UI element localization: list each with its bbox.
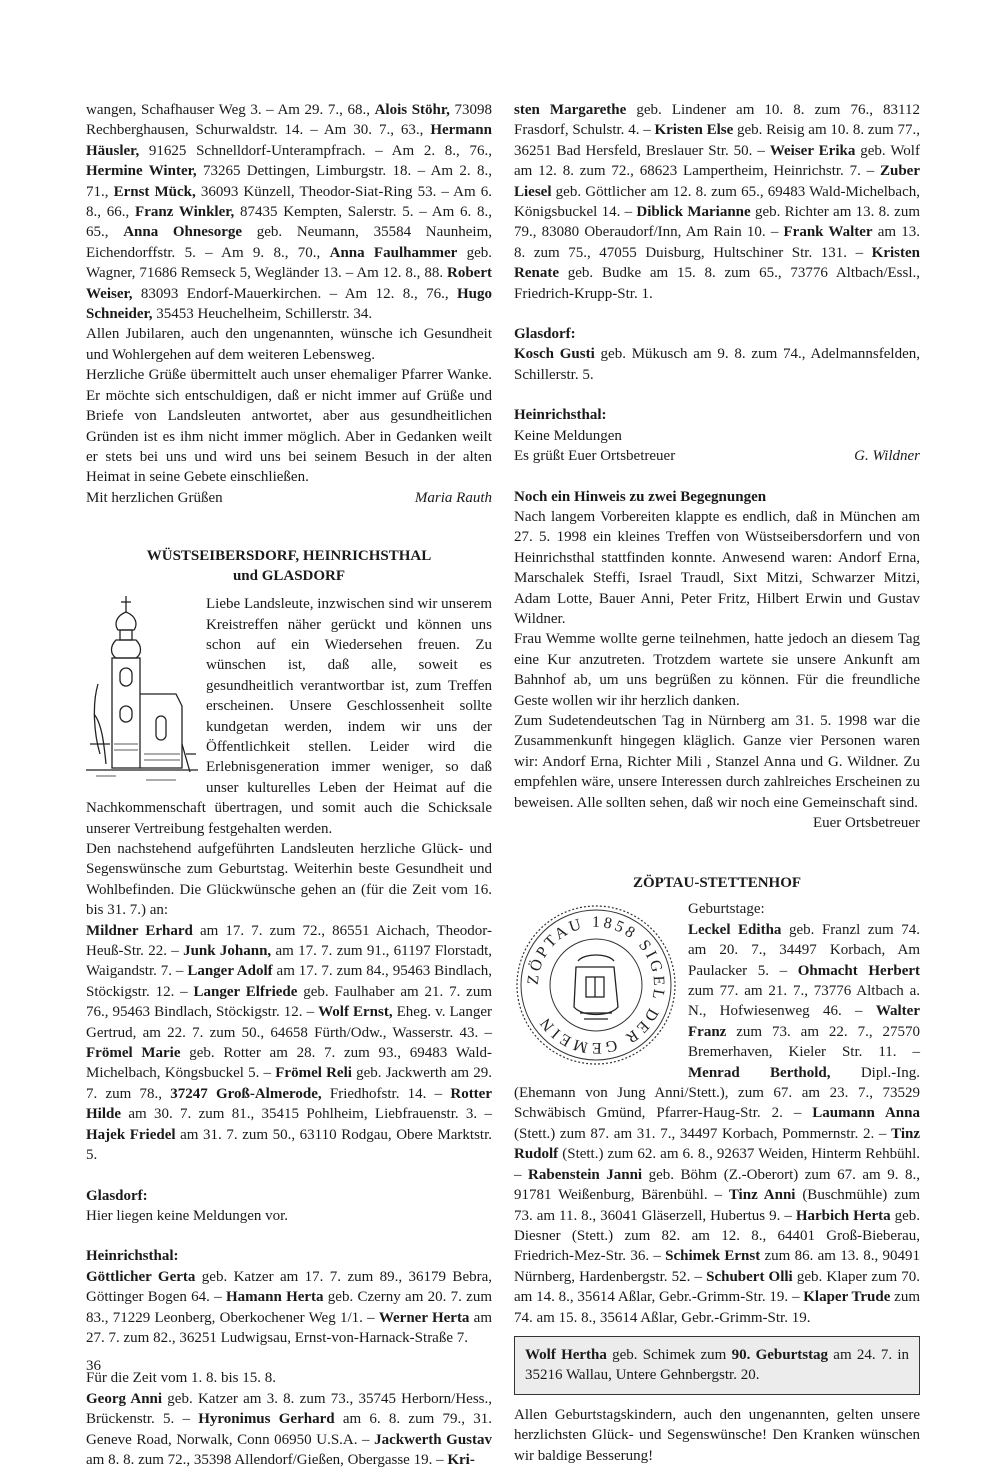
period-label: Für die Zeit vom 1. 8. bis 15. 8. — [86, 1370, 276, 1387]
seal-ring-text: ZÖPTAU 1858 SIGEL DER GEMEIN — [524, 914, 668, 1057]
hinweis-paragraph-2: Frau Wemme wollte gerne teilnehmen, hatte jedoch an diesem Tag eine Kur anzutreten. Trotzdem wartete sie unsere Ankunft am Bahnhof ab, um uns begrüßen zu können. Für die freundliche Geste wollen wir ihr herzlich danken. — [514, 631, 920, 709]
heinrichsthal-heading: Heinrichsthal: — [86, 1248, 179, 1265]
geburtstage-label: Geburtstage: — [688, 901, 765, 918]
greeting-text: Es grüßt Euer Ortsbetreuer — [514, 448, 676, 465]
heinrichsthal-list: Göttlicher Gerta geb. Katzer am 17. 7. zum 89., 36179 Bebra, Göttinger Bogen 64. – Hamann Herta geb. Czerny am 20. 7. zum 83., 71229 Leonberg, Oberkochener Weg 1/1. – Werner Herta am 27. 7. zum 82., 36251 Ludwigsau, Ernst-von-Harnack-Straße 7. — [86, 1268, 493, 1346]
svg-text:ZÖPTAU 1858 SIGEL DER GEMEIN — [525, 914, 667, 1056]
jubilare-wishes: Allen Jubilaren, auch den ungenannten, wünsche ich Gesundheit und Wohlergehen auf dem weiteren Lebensweg. — [86, 326, 492, 363]
greeting-signature — [514, 446, 920, 466]
hinweis-heading: Noch ein Hinweis zu zwei Begegnungen — [514, 488, 767, 505]
hinweis-paragraph-3: Zum Sudetendeutschen Tag in Nürnberg am 31. 5. 1998 war die Zusammenkunft hingegen kläglich. Ganze vier Personen waren wir: Andorf Erna, Richter Mili , Stanzel Anna und G. Wildner. Zu empfehlen wäre, unsere Interessen durch zahlreiches Erscheinen zu beweisen. Alle sollten sehen, daß wir noch eine Gemeinschaft sind. — [514, 712, 920, 811]
highlight-text: Wolf Hertha geb. Schimek zum 90. Geburtstag am 24. 7. in 35216 Wallau, Untere Gehnbergstr. 20. — [525, 1346, 909, 1384]
continued-birthday-list: sten Margarethe geb. Lindener am 10. 8. zum 76., 83112 Frasdorf, Schulstr. 4. – Kristen Else geb. Reisig am 10. 8. zum 77., 36251 Bad Hersfeld, Breslauer Str. 50. – Weiser Erika geb. Wolf am 12. 8. zum 72., 68623 Lampertheim, Heinrichstr. 7. – Zuber Liesel geb. Göttlicher am 12. 8. zum 65., 69483 Wald-Michelbach, Königsbuckel 14. – Diblick Marianne geb. Richter am 13. 8. zum 79., 83080 Oberaudorf/Inn, Am Rain 10. – Frank Walter am 13. 8. zum 75., 47055 Duisburg, Hultschiner Str. 131. – Kristen Renate geb. Budke am 15. 8. zum 65., 73776 Altbach/Essl., Friedrich-Krupp-Str. 1. — [514, 102, 920, 302]
glasdorf-text: Hier liegen keine Meldungen vor. — [86, 1207, 289, 1224]
intro-birthday-list: wangen, Schafhauser Weg 3. – Am 29. 7., 68., Alois Stöhr, 73098 Rechberghausen, Schurwaldstr. 14. – Am 30. 7., 63., Hermann Häusler, 91625 Schnelldorf-Unterampfrach. – Am 2. 8., 76., Hermine Winter, 73265 Dettingen, Limburgstr. 18. – Am 2. 8., 71., Ernst Mück, 36093 Künzell, Theodor-Siat-Ring 53. – Am 6. 8., 66., Franz Winkler, 87435 Kempten, Salerstr. 5. – Am 6. 8., 65., Anna Ohnesorge geb. Neumann, 35584 Naunheim, Eichendorffstr. 5. – Am 9. 8., 70., Anna Faulhammer geb. Wagner, 71686 Remseck 5, Wegländer 13. – Am 12. 8., 88. Robert Weiser, 83093 Endorf-Mauerkirchen. – Am 12. 8., 76., Hugo Schneider, 35453 Heuchelheim, Schillerstr. 34. — [86, 102, 493, 323]
letter-text: Liebe Landsleute, inzwischen sind wir unserem Kreistreffen näher gerückt und können uns schon auf ein Wiedersehen freuen. Zu wünschen ist, daß alle, soweit es gesundheitlich verantwortbar ist, zum Treffen erscheinen. Unsere Geschlossenheit sollte kundgetan werden, indem wir uns der Öffentlichkeit stellen. Leider wird die Erlebnisgeneration immer weniger, so daß unser kulturelles Leben der Heimat auf die Nachkommenschaft übertragen, und somit auch die Schicksale unserer Vertreibung festgehalten werden. — [86, 596, 492, 837]
closing-signature — [86, 488, 492, 508]
page-number: 36 — [86, 1358, 101, 1374]
section-heading — [86, 546, 492, 586]
right-column — [514, 100, 920, 1466]
section-title-line-1: WÜSTSEIBERSDORF, HEINRICHSTHAL — [146, 548, 432, 565]
community-seal-illustration — [514, 903, 678, 1067]
final-wishes: Allen Geburtstagskindern, auch den ungenannten, gelten unsere herzlichsten Glück- und Segenswünsche! Den Kranken wünschen wir baldige Besserung! — [514, 1406, 920, 1464]
zoeptau-heading: ZÖPTAU-STETTENHOF — [632, 875, 802, 892]
closing-text: Mit herzlichen Grüßen — [86, 489, 223, 506]
heinrichsthal-note: Keine Meldungen — [514, 427, 622, 444]
birthday-list: Mildner Erhard am 17. 7. zum 72., 86551 Aichach, Theodor-Heuß-Str. 22. – Junk Johann, am 17. 7. zum 91., 61197 Florstadt, Waigandstr. 7. – Langer Adolf am 17. 7. zum 84., 95463 Bindlach, Stöckigstr. 12. – Langer Elfriede geb. Faulhaber am 21. 7. zum 76., 95463 Bindlach, Stöckigstr. 12. – Wolf Ernst, Eheg. v. Langer Gertrud, am 22. 7. zum 50., 64658 Fürth/Odw., Wasserstr. 43. – Frömel Marie geb. Rotter am 28. 7. zum 93., 69483 Wald-Michelbach, Köngsbuckel 5. – Frömel Reli geb. Jackwerth am 29. 7. zum 78., 37247 Groß-Almerode, Friedhofstr. 14. – Rotter Hilde am 30. 7. zum 81., 35415 Pohlheim, Liebfrauenstr. 3. – Hajek Friedel am 31. 7. zum 50., 63110 Rodgau, Obere Marktstr. 5. — [86, 922, 493, 1164]
zoeptau-birthday-list: Leckel Editha geb. Franzl zum 74. am 20. 7., 34497 Korbach, Am Paulacker 5. – Ohmacht Herbert zum 77. am 21. 7., 73776 Altbach a. N., Hofwiesenweg 46. – Walter Franz zum 73. am 22. 7., 27570 Bremerhaven, Kieler Str. 11. – Menrad Berthold, Dipl.-Ing. (Ehemann von Jung Anni/Stett.), zum 67. am 23. 7., 73529 Schwäbisch Gmünd, Pfarrer-Haug-Str. 2. – Laumann Anna (Stett.) zum 87. am 31. 7., 34497 Korbach, Pommernstr. 2. – Tinz Rudolf (Stett.) zum 62. am 6. 8., 92637 Weiden, Hinterm Rehbühl. – Rabenstein Janni geb. Böhm (Z.-Oberort) zum 67. am 9. 8., 91781 Weißenburg, Bärenbühl. – Tinz Anni (Buschmühle) zum 73. am 11. 8., 36041 Gläserzell, Hubertus 9. – Harbich Herta geb. Diesner (Stett.) zum 82. am 12. 8., 64401 Groß-Bieberau, Friedrich-Mez-Str. 36. – Schimek Ernst zum 86. am 13. 8., 90491 Nürnberg, Hardenbergstr. 52. – Schubert Olli geb. Klaper zum 70. am 14. 8., 35614 Aßlar, Gebr.-Grimm-Str. 19. – Klaper Trude zum 74. am 15. 8., 35614 Aßlar, Gebr.-Grimm-Str. 19. — [514, 921, 921, 1326]
greeting-author: G. Wildner — [854, 448, 920, 465]
left-column — [86, 100, 492, 1470]
hinweis-signature: Euer Ortsbetreuer — [812, 815, 920, 831]
zoeptau-block — [514, 899, 920, 1328]
pfarrer-greeting: Herzliche Grüße übermittelt auch unser ehemaliger Pfarrer Wanke. Er möchte sich entschuldigen, daß er nicht immer auf Grüße und Briefe von Landsleuten antwortet, aber aus gesundheitlichen Gründen ist es ihm nicht immer möglich. Aber in Gedanken weilt er stets bei uns und wird uns bei seinem Besuch in der alten Heimat in seine Gebete einschließen. — [86, 367, 492, 486]
glasdorf-heading: Glasdorf: — [86, 1187, 148, 1204]
birthday-intro: Den nachstehend aufgeführten Landsleuten herzliche Glück- und Segenswünsche zum Geburtstag. Weiterhin beste Gesundheit und Wohlbefinden. Die Glückwünsche gehen an (für die Zeit vom 16. bis 31. 7.) an: — [86, 841, 492, 919]
hinweis-paragraph-1: Nach langem Vorbereiten klappte es endlich, daß in München am 27. 5. 1998 ein kleines Treffen von Wüstseibersdorfern und von Heinrichsthal stattfinden konnte. Anwesend waren: Andorf Erna, Marschalek Steffi, Israel Traudl, Sixt Mitzi, Schwarzer Mitzi, Adam Lotte, Bauer Anni, Peter Fritz, Hilbert Erwin und Gustav Wildner. — [514, 508, 920, 627]
period-birthday-list: Georg Anni geb. Katzer am 3. 8. zum 73., 35745 Herborn/Hess., Brückenstr. 5. – Hyronimus Gerhard am 6. 8. zum 79., 31. Geneve Road, Norwalk, Conn 06950 U.S.A. – Jackwerth Gustav am 8. 8. zum 72., 35398 Allendorf/Gießen, Obergasse 19. – Kri- — [86, 1390, 493, 1468]
author-name: Maria Rauth — [414, 489, 492, 506]
glasdorf-entry: Kosch Gusti geb. Mükusch am 9. 8. zum 74., Adelmannsfelden, Schillerstr. 5. — [514, 346, 920, 383]
church-tower-illustration — [86, 594, 200, 784]
heinrichsthal-heading-right: Heinrichsthal: — [514, 407, 607, 424]
highlight-box — [514, 1336, 920, 1395]
letter-block — [86, 594, 492, 839]
glasdorf-heading-right: Glasdorf: — [514, 326, 576, 343]
section-title-line-2: und GLASDORF — [232, 568, 346, 585]
